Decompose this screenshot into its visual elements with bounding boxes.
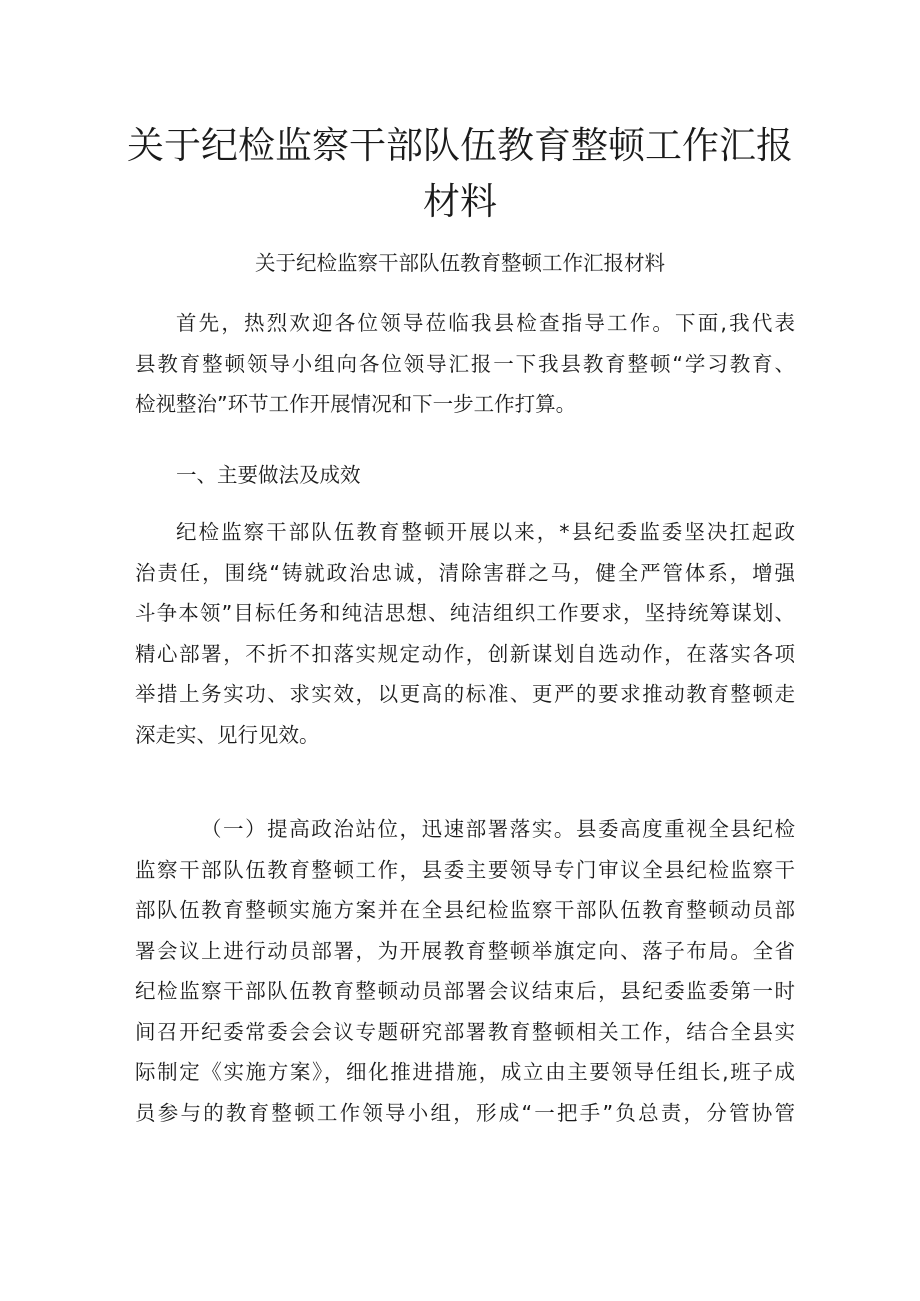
paragraph-line: 纪检监察干部队伍教育整顿开展以来，*县纪委监委坚决扛起政	[176, 520, 795, 544]
paragraph-line: 间召开纪委常委会会议专题研究部署教育整顿相关工作，结合全县实	[135, 1019, 795, 1044]
section-heading	[135, 455, 795, 496]
document-subtitle: 关于纪检监察干部队伍教育整顿工作汇报材料	[255, 251, 665, 275]
paragraph-line: 员参与的教育整顿工作领导小组，形成“一把手”负总责，分管协管	[135, 1100, 795, 1125]
paragraph-line: 纪检监察干部队伍教育整顿动员部署会议结束后，县纪委监委第一时	[135, 979, 795, 1003]
document-title-line-2: 材料	[423, 180, 497, 223]
paragraph-line: 精心部署，不折不扣落实规定动作，创新谋划自选动作，在落实各项	[135, 641, 795, 666]
paragraph-overview	[135, 512, 795, 755]
paragraph-line: 署会议上进行动员部署，为开展教育整顿举旗定向、落子布局。全省	[135, 938, 795, 963]
paragraph-line: 检视整治”环节工作开展情况和下一步工作打算。	[135, 392, 577, 416]
paragraph-line: （一）提高政治站位，迅速部署落实。县委高度重视全县纪检	[201, 817, 795, 841]
paragraph-line: 治责任，围绕“铸就政治忠诚，清除害群之马，健全严管体系，增强	[135, 560, 795, 585]
section-heading-text: 一、主要做法及成效	[176, 463, 361, 487]
paragraph-line: 斗争本领”目标任务和纯洁思想、纯洁组织工作要求，坚持统筹谋划、	[135, 601, 795, 625]
paragraph-line: 首先，热烈欢迎各位领导莅临我县检查指导工作。下面,我代表	[176, 311, 795, 335]
paragraph-opening	[135, 303, 795, 425]
paragraph-line: 监察干部队伍教育整顿工作，县委主要领导专门审议全县纪检监察干	[135, 857, 795, 882]
paragraph-line: 部队伍教育整顿实施方案并在全县纪检监察干部队伍教育整顿动员部	[135, 898, 795, 922]
document-title-line-1: 关于纪检监察干部队伍教育整顿工作汇报	[127, 124, 793, 167]
paragraph-line: 际制定《实施方案》，细化推进措施，成立由主要领导任组长,班子成	[135, 1060, 795, 1084]
document-title	[120, 118, 800, 230]
paragraph-section-1	[135, 809, 795, 1133]
paragraph-line: 举措上务实功、求实效，以更高的标准、更严的要求推动教育整顿走	[135, 682, 795, 706]
paragraph-line: 县教育整顿领导小组向各位领导汇报一下我县教育整顿“学习教育、	[135, 351, 795, 376]
paragraph-line: 深走实、见行见效。	[135, 722, 320, 747]
